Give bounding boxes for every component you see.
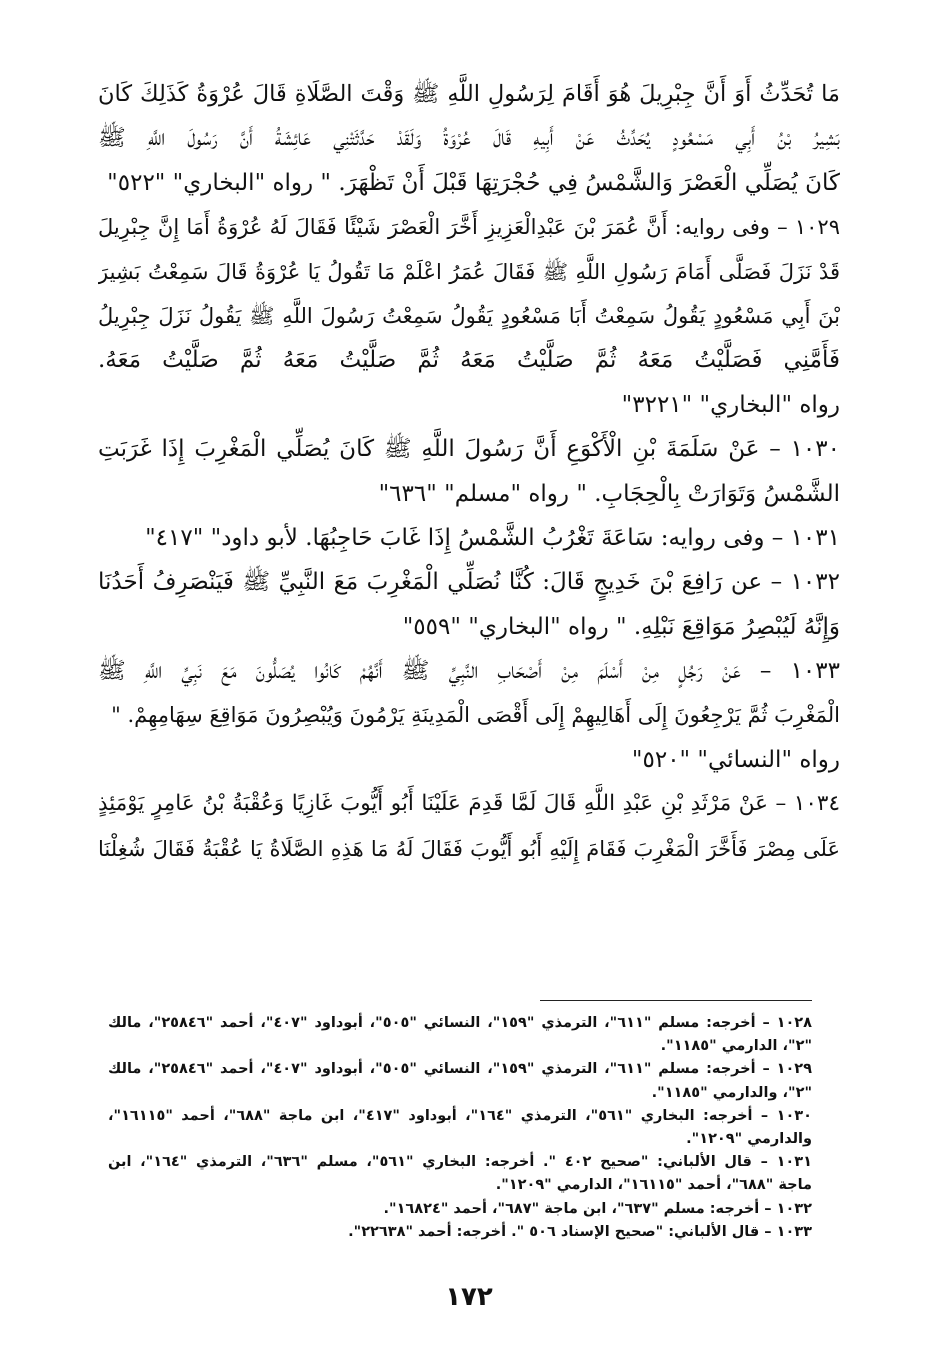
footnote-line: والدارمي "١٢٠٩". [686, 1130, 812, 1147]
footnote-line: ١٠٢٩ – أخرجه: مسلم "٦١١"، الترمذي "١٥٩"، النسائي "٥٠٥"، أبوداود "٤٠٧"، أحمد "٢٥٨٤٦"، مالك [108, 1061, 812, 1078]
source-citation: رواه "البخاري" "٣٢٢١" [621, 391, 840, 418]
footnote-line: ١٠٣٢ – أخرجه: مسلم "٦٣٧"، ابن ماجة "٦٨٧"، أحمد "١٦٨٢٤". [383, 1200, 812, 1217]
body-line: مَا تُحَدِّثُ أَوَ أَنَّ جِبْرِيلَ هُوَ أَقَامَ لِرَسُولِ اللَّهِ ﷺ وَقْتَ الصَّلَاةِ قَالَ عُرْوَةُ كَذَلِكَ كَانَ [98, 81, 840, 107]
body-line: الشَّمْسُ وَتَوَارَتْ بِالْحِجَابِ. " رواه "مسلم" "٦٣٦" [378, 480, 840, 507]
footnote-divider [540, 1000, 812, 1001]
page-number: ١٧٢ [445, 1282, 493, 1312]
body-line: بَشِيرُ بْنُ أَبِي مَسْعُودٍ يُحَدِّثُ عَنْ أَبِيهِ قَالَ عُرْوَةُ وَلَقَدْ حَدَّثَتْنِي عَائِشَةُ أَنَّ رَسُولَ اللَّهِ ﷺ [98, 125, 840, 152]
body-line: وَإِنَّهُ لَيُبْصِرُ مَوَاقِعَ نَبْلِهِ. " رواه "البخاري" "٥٥٩" [402, 613, 840, 640]
body-line: قَدْ نَزَلَ فَصَلَّى أَمَامَ رَسُولِ اللَّهِ ﷺ فَقَالَ عُمَرُ اعْلَمْ مَا تَقُولُ يَا عُرْوَةُ قَالَ سَمِعْتُ بَشِيرَ [98, 259, 840, 284]
body-line: ١٠٣٠ – عَنْ سَلَمَةَ بْنِ الْأَكْوَعِ أَنَّ رَسُولَ اللَّهِ ﷺ كَانَ يُصَلِّي الْمَغْرِبَ إِذَا غَرَبَتِ [98, 436, 840, 463]
footnote-line: "٢"، والدارمي "١١٨٥". [651, 1084, 812, 1101]
body-line: ١٠٣٤ – عَنْ مَرْثَدِ بْنِ عَبْدِ اللَّهِ قَالَ لَمَّا قَدِمَ عَلَيْنَا أَبُو أَيُّوبَ غَازِيًا وَعُقْبَةُ بْنُ عَامِرٍ يَوْمَئِذٍ [98, 791, 840, 817]
body-line: ١٠٢٩ – وفى روايه: أَنَّ عُمَرَ بْنَ عَبْدِالْعَزِيزِ أَخَّرَ الْعَصْرَ شَيْئًا فَقَالَ لَهُ عُرْوَةُ أَمَا إِنَّ جِبْرِيلَ [98, 215, 840, 240]
body-line: كَانَ يُصَلِّي الْعَصْرَ وَالشَّمْسُ فِي حُجْرَتِهَا قَبْلَ أَنْ تَظْهَرَ. " رواه "البخاري" "٥٢٢" [107, 169, 840, 196]
body-line: ١٠٣١ – وفى روايه: سَاعَةَ تَغْرُبُ الشَّمْسُ إِذَا غَابَ حَاجِبُهَا. لأبو داود" "٤١٧" [145, 524, 840, 551]
body-line: بْنَ أَبِي مَسْعُودٍ يَقُولُ سَمِعْتُ أَبَا مَسْعُودٍ يَقُولُ سَمِعْتُ رَسُولَ اللَّهِ ﷺ يَقُولُ نَزَلَ جِبْرِيلُ [98, 303, 840, 328]
hadith-body-text [98, 72, 840, 871]
body-line: فَأَمَّنِي فَصَلَّيْتُ مَعَهُ ثُمَّ صَلَّيْتُ مَعَهُ ثُمَّ صَلَّيْتُ مَعَهُ ثُمَّ صَلَّيْتُ مَعَهُ. [98, 347, 840, 374]
footnote-line: ١٠٣٣ – قال الألباني: "صحيح الإسناد ٥٠٦ ". أخرجه: أحمد "٢٢٦٣٨". [348, 1223, 812, 1240]
footnote-line: ماجة "٦٨٨"، أحمد "١٦١١٥"، الدارمي "١٢٠٩". [495, 1177, 812, 1194]
footnote-line: ١٠٣٠ – أخرجه: البخاري "٥٦١"، الترمذي "١٦٤"، أبوداود "٤١٧"، ابن ماجة "٦٨٨"، أحمد "١٦١١٥"، [108, 1107, 812, 1124]
body-line: ١٠٣٢ – عن رَافِعَ بْنَ خَدِيجٍ قَالَ: كُنَّا نُصَلِّي الْمَغْرِبَ مَعَ النَّبِيِّ ﷺ فَيَنْصَرِفُ أَحَدُنَا [98, 569, 840, 596]
body-line: عَلَى مِصْرَ فَأَخَّرَ الْمَغْرِبَ فَقَامَ إِلَيْهِ أَبُو أَيُّوبَ فَقَالَ لَهُ مَا هَذِهِ الصَّلَاةُ يَا عُقْبَةُ فَقَالَ شُغِلْنَا [98, 836, 840, 861]
footnotes [108, 1012, 812, 1244]
footnote-line: ١٠٣١ – قال الألباني: "صحيح ٤٠٢ ". أخرجه: البخاري "٥٦١"، مسلم "٦٣٦"، الترمذي "١٦٤"، ابن [108, 1154, 812, 1171]
footnote-line: ١٠٢٨ – أخرجه: مسلم "٦١١"، الترمذي "١٥٩"، النسائي "٥٠٥"، أبوداود "٤٠٧"، أحمد "٢٥٨٤٦"، مالك [108, 1015, 812, 1031]
source-citation: رواه "النسائي" "٥٢٠" [631, 746, 840, 773]
body-line: الْمَغْرِبَ ثُمَّ يَرْجِعُونَ إِلَى أَهَالِيهِمْ إِلَى أَقْصَى الْمَدِينَةِ يَرْمُونَ وَيُبْصِرُونَ مَوَاقِعَ سِهَامِهِمْ. " [111, 703, 840, 728]
body-line: ١٠٣٣ – عَنْ رَجُلٍ مِنْ أَسْلَمَ مِنْ أَصْحَابِ النَّبِيِّ ﷺ أَنَّهُمْ كَانُوا يُصَلُّونَ مَعَ نَبِيِّ اللَّهِ ﷺ [98, 658, 840, 685]
footnote-line: "٢"، الدارمي "١١٨٥". [660, 1038, 812, 1055]
